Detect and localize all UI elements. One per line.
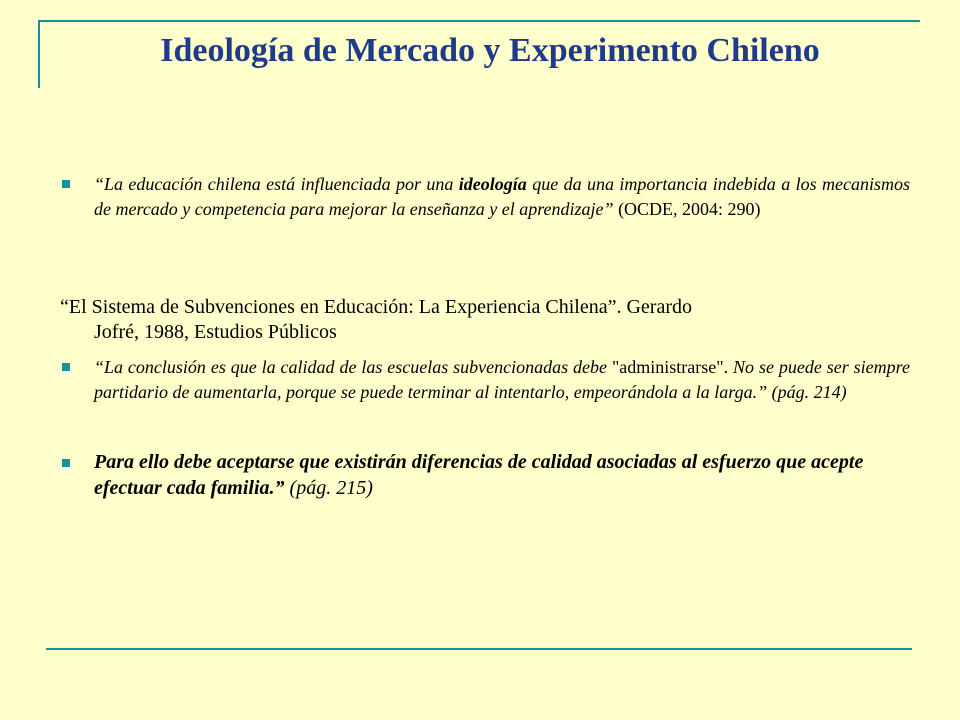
ocde-quote-emphasis: ideología bbox=[458, 174, 527, 194]
frame-bottom-line bbox=[46, 648, 912, 650]
frame-top-line bbox=[38, 20, 920, 22]
jofre-quote-emphasis: "administrarse". bbox=[611, 357, 734, 377]
bullet-jofre-quote bbox=[60, 355, 910, 405]
square-bullet-icon bbox=[62, 180, 70, 188]
bullet-ocde-quote bbox=[60, 172, 910, 222]
jofre-page: 214) bbox=[813, 382, 847, 402]
reference-line-2: Jofré, 1988, Estudios Públicos bbox=[94, 321, 337, 343]
slide-content bbox=[60, 172, 910, 501]
reference-paragraph bbox=[60, 295, 910, 345]
frame-vertical-line bbox=[38, 20, 40, 88]
square-bullet-icon bbox=[62, 363, 70, 371]
reference-line-1: “El Sistema de Subvenciones en Educación: La Experiencia Chilena”. Gerardo bbox=[60, 296, 692, 318]
conclusion-citation: (pág. 215) bbox=[284, 477, 373, 499]
bullet-jofre-conclusion bbox=[60, 449, 910, 501]
jofre-quote-b: No se puede ser siempre partidario de aumentarla, porque se puede terminar al intentarlo, empeorándola a la larga.” (pág. bbox=[94, 357, 910, 402]
jofre-quote-a: “La conclusión es que la calidad de las escuelas subvencionadas debe bbox=[94, 357, 612, 377]
conclusion-bold-text: Para ello debe aceptarse que existirán diferencias de calidad asociadas al esfuerzo que acepte efectuar cada familia.” bbox=[94, 451, 864, 499]
square-bullet-icon bbox=[62, 459, 70, 467]
ocde-quote-start: “La educación chilena está influenciada por una bbox=[94, 174, 459, 194]
slide-title: Ideología de Mercado y Experimento Chileno bbox=[160, 32, 820, 69]
ocde-quote-end: que da una importancia indebida a los mecanismos de mercado y competencia para mejorar la enseñanza y el aprendizaje” bbox=[94, 174, 910, 219]
ocde-citation: (OCDE, 2004: 290) bbox=[613, 199, 761, 219]
